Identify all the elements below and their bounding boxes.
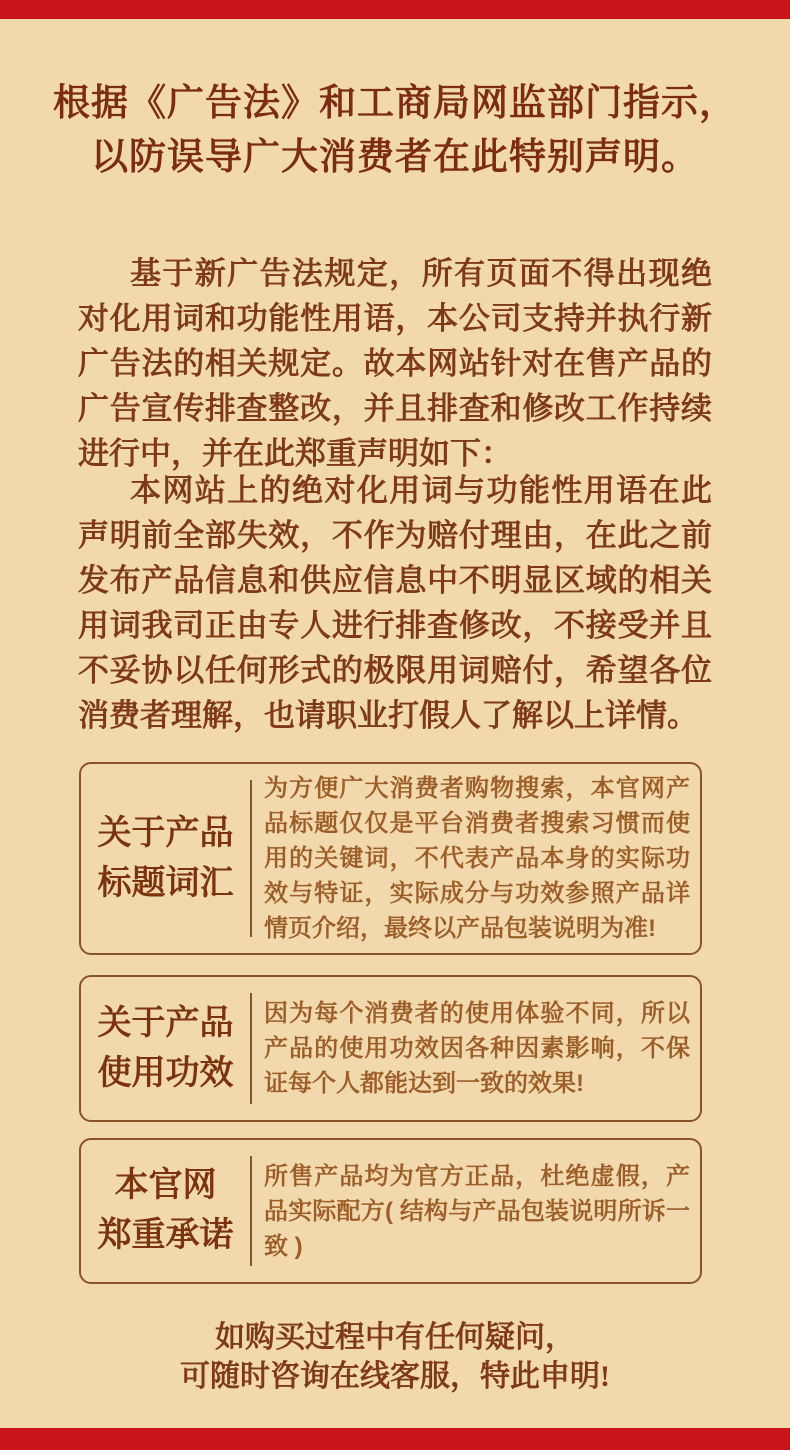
disclaimer-box-product-title	[79, 762, 702, 955]
box-label	[81, 1140, 250, 1282]
box-label-line1: 关于产品	[97, 1004, 234, 1042]
statement-paragraph-2: 本网站上的绝对化用词与功能性用语在此声明前全部失效，不作为赔付理由，在此之前发布产品信息和供应信息中不明显区域的相关用词我司正由专人进行排查修改，不接受并且不妥协以任何形式的极限用词赔付，希望各位消费者理解，也请职业打假人了解以上详情。	[78, 473, 712, 733]
page-title	[0, 77, 790, 185]
box-label-line2: 使用功效	[97, 1054, 234, 1092]
box-label-line2: 标题词汇	[97, 864, 234, 902]
footer-note	[0, 1318, 790, 1396]
box-label-line2: 郑重承诺	[97, 1217, 234, 1254]
box-label	[81, 764, 250, 953]
box-label-line1: 本官网	[114, 1167, 217, 1204]
footer-line2: 可随时咨询在线客服，特此申明!	[180, 1360, 610, 1393]
box-text: 因为每个消费者的使用体验不同，所以产品的使用功效因各种因素影响，不保证每个人都能达到一致的效果!	[264, 1000, 690, 1097]
box-text: 所售产品均为官方正品，杜绝虚假，产品实际配方( 结构与产品包装说明所诉一致 )	[264, 1162, 690, 1260]
box-label-line1: 关于产品	[97, 814, 234, 852]
bottom-red-band	[0, 1428, 790, 1450]
box-text: 为方便广大消费者购物搜索，本官网产品标题仅仅是平台消费者搜索习惯而使用的关键词，不代表产品本身的实际功效与特证，实际成分与功效参照产品详情页介绍，最终以产品包装说明为准!	[264, 775, 690, 942]
page-title-line2: 以防误导广大消费者在此特别声明。	[91, 137, 699, 178]
page-title-line1: 根据《广告法》和工商局网监部门指示，	[53, 83, 737, 124]
disclaimer-box-official-promise	[79, 1138, 702, 1284]
disclaimer-box-product-effect	[79, 975, 702, 1122]
top-red-band	[0, 0, 790, 19]
box-body	[252, 977, 700, 1120]
statement-paragraph-1: 基于新广告法规定，所有页面不得出现绝对化用词和功能性用语，本公司支持并执行新广告法的相关规定。故本网站针对在售产品的广告宣传排查整改，并且排查和修改工作持续进行中，并在此郑重声明如下：	[78, 256, 712, 471]
box-body	[252, 1140, 700, 1282]
box-label	[81, 977, 250, 1120]
box-body	[252, 764, 700, 953]
footer-line1: 如购买过程中有任何疑问，	[215, 1321, 575, 1354]
